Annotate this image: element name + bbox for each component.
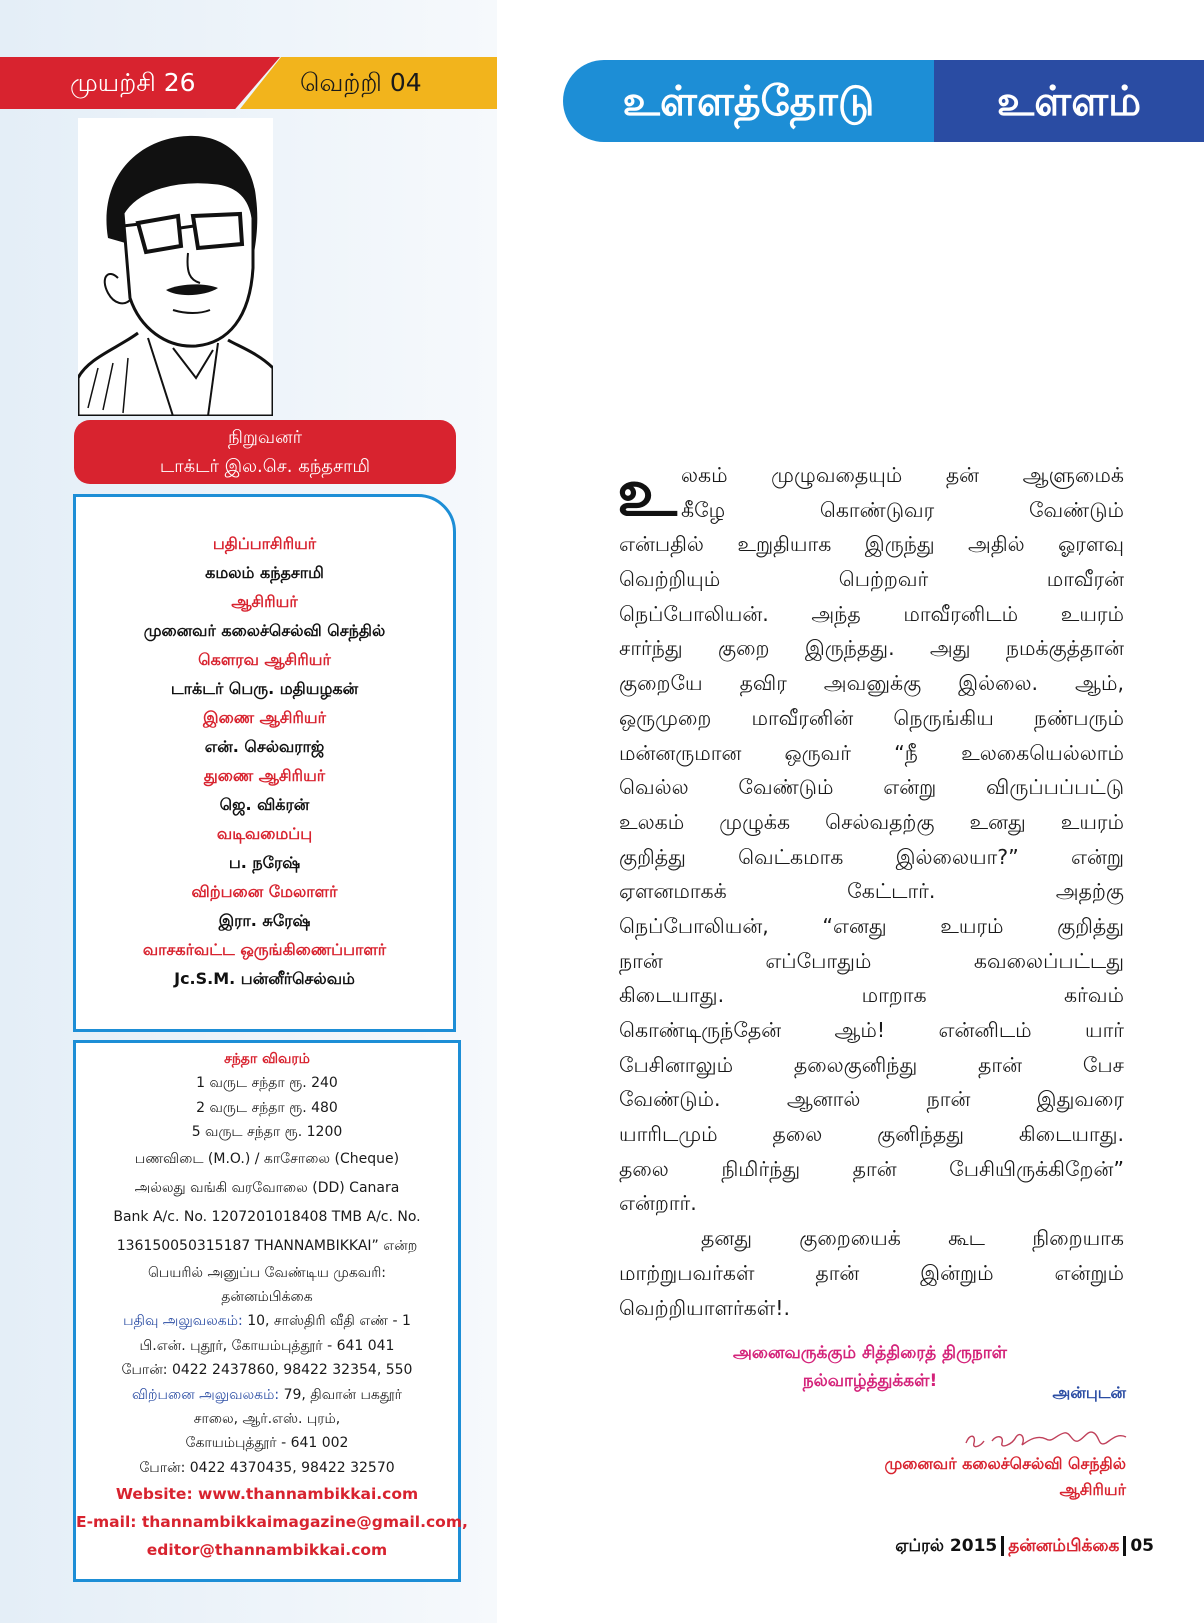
article-line: தனது குறையைக் கூட நிறையாக bbox=[701, 1226, 1124, 1251]
staff-role: பதிப்பாசிரியர் bbox=[212, 534, 317, 553]
article-line: குறித்து வெட்கமாக இல்லையா?” என்று bbox=[619, 844, 1124, 869]
article-line: தலை நிமிர்ந்து தான் பேசியிருக்கிறேன்” bbox=[619, 1156, 1124, 1181]
founder-portrait bbox=[78, 118, 273, 416]
staff-name: Jc.S.M. பன்னீர்செல்வம் bbox=[174, 969, 355, 988]
staff-role: துணை ஆசிரியர் bbox=[203, 766, 326, 785]
article-line: வேண்டும். ஆனால் நான் இதுவரை bbox=[619, 1087, 1124, 1112]
staff-role: வடிவமைப்பு bbox=[216, 824, 313, 843]
sales-office-address: 79, திவான் பகதூர் bbox=[279, 1386, 402, 1403]
founder-name: டாக்டர் இல.செ. கந்தசாமி bbox=[159, 456, 371, 477]
sales-office-address: சாலை, ஆர்.எஸ். புரம், bbox=[193, 1410, 341, 1427]
staff-name: என். செல்வராஜ் bbox=[204, 737, 325, 756]
staff-name: கமலம் கந்தசாமி bbox=[205, 563, 324, 582]
page-footer bbox=[895, 1536, 1154, 1558]
attempt-label: முயற்சி 26 bbox=[70, 68, 196, 97]
founder-role: நிறுவனர் bbox=[227, 427, 303, 448]
subscription-rate: 5 வருட சந்தா ரூ. 1200 bbox=[191, 1124, 343, 1141]
issue-date: ஏப்ரல் 2015 bbox=[895, 1536, 998, 1556]
footer-divider bbox=[1123, 1536, 1126, 1556]
subscription-title: சந்தா விவரம் bbox=[224, 1051, 310, 1067]
staff-box bbox=[73, 494, 456, 1032]
article-line: என்றார். bbox=[619, 1191, 697, 1216]
article-line: கீழே கொண்டுவர வேண்டும் bbox=[681, 497, 1124, 522]
article-line: நெப்போலியன். அந்த மாவீரனிடம் உயரம் bbox=[619, 601, 1124, 626]
article-dropcap: உ bbox=[617, 454, 677, 531]
article-line: குறையே தவிர அவனுக்கு இல்லை. ஆம், bbox=[619, 671, 1124, 696]
staff-name: ப. நரேஷ் bbox=[228, 853, 301, 872]
subscription-rate: 1 வருட சந்தா ரூ. 240 bbox=[196, 1075, 338, 1092]
closing-text: அன்புடன் bbox=[1052, 1383, 1126, 1402]
article-line: மன்னருமான ஒருவர் “நீ உலகையெல்லாம் bbox=[619, 740, 1124, 765]
article-line: என்பதில் உறுதியாக இருந்து அதில் ஓரளவு bbox=[619, 532, 1124, 557]
article-line: நான் எப்போதும் கவலைப்பட்டது bbox=[619, 948, 1124, 973]
editor-signature bbox=[960, 1423, 1132, 1453]
article-line: வெல்ல வேண்டும் என்று விருப்பப்பட்டு bbox=[619, 775, 1124, 800]
article-line: மாற்றுபவர்கள் தான் இன்றும் என்றும் bbox=[619, 1260, 1124, 1285]
success-label: வெற்றி 04 bbox=[300, 68, 422, 97]
magazine-name: தன்னம்பிக்கை bbox=[221, 1288, 313, 1305]
article-line: உலகம் முழுக்க செல்வதற்கு உனது உயரம் bbox=[619, 809, 1124, 834]
registered-office-address: பி.என். புதூர், கோயம்புத்தூர் - 641 041 bbox=[139, 1337, 395, 1354]
payment-text: Bank A/c. No. 1207201018408 TMB A/c. No. bbox=[113, 1208, 421, 1225]
sales-office-address: கோயம்புத்தூர் - 641 002 bbox=[185, 1435, 349, 1452]
staff-role: ஆசிரியர் bbox=[231, 592, 298, 611]
staff-role: விற்பனை மேலாளர் bbox=[191, 882, 338, 901]
payment-text: பெயரில் அனுப்ப வேண்டிய முகவரி: bbox=[148, 1264, 386, 1281]
staff-role: வாசகர்வட்ட ஒருங்கிணைப்பாளர் bbox=[142, 940, 387, 959]
email-link[interactable]: editor@thannambikkai.com bbox=[146, 1541, 388, 1560]
signer-role: ஆசிரியர் bbox=[1059, 1480, 1126, 1499]
article-line: ஏளனமாகக் கேட்டார். அதற்கு bbox=[619, 879, 1124, 904]
website-link[interactable]: Website: www.thannambikkai.com bbox=[115, 1485, 419, 1504]
founder-label bbox=[74, 420, 456, 484]
header-title-right: உள்ளம் bbox=[934, 60, 1204, 142]
staff-name: முனைவர் கலைச்செல்வி செந்தில் bbox=[143, 621, 386, 640]
article-line: லகம் முழுவதையும் தன் ஆளுமைக் bbox=[681, 463, 1124, 487]
registered-office-address: 10, சாஸ்திரி வீதி எண் - 1 bbox=[242, 1313, 411, 1330]
article-line: வெற்றியாளர்கள்!. bbox=[619, 1295, 791, 1320]
header-title-left: உள்ளத்தோடு bbox=[563, 60, 934, 142]
greeting-line: நல்வாழ்த்துக்கள்! bbox=[802, 1371, 938, 1391]
payment-text: அல்லது வங்கி வரவோலை (DD) Canara bbox=[134, 1179, 400, 1196]
staff-role: இணை ஆசிரியர் bbox=[203, 708, 326, 727]
article-line: கிடையாது. மாறாக கர்வம் bbox=[619, 983, 1124, 1008]
article-line: ஒருமுறை மாவீரனின் நெருங்கிய நண்பரும் bbox=[619, 705, 1124, 730]
article-line: யாரிடமும் தலை குனிந்தது கிடையாது. bbox=[619, 1122, 1124, 1147]
registered-office-label: பதிவு அலுவலகம்: bbox=[123, 1313, 243, 1330]
email-link[interactable]: E-mail: thannambikkaimagazine@gmail.com, bbox=[76, 1513, 468, 1532]
article-line: நெப்போலியன், “எனது உயரம் குறித்து bbox=[619, 913, 1124, 938]
sales-office-label: விற்பனை அலுவலகம்: bbox=[132, 1386, 280, 1403]
payment-text: 136150050315187 THANNAMBIKKAI” என்ற bbox=[116, 1237, 418, 1254]
article-line: பேசினாலும் தலைகுனிந்து தான் பேச bbox=[619, 1052, 1124, 1077]
staff-name: இரா. சுரேஷ் bbox=[218, 911, 311, 930]
subscription-rate: 2 வருட சந்தா ரூ. 480 bbox=[196, 1099, 338, 1116]
signer-name: முனைவர் கலைச்செல்வி செந்தில் bbox=[884, 1454, 1126, 1473]
article-line: வெற்றியும் பெற்றவர் மாவீரன் bbox=[619, 567, 1124, 592]
footer-magazine-name: தன்னம்பிக்கை bbox=[1008, 1536, 1120, 1556]
signer-block bbox=[884, 1451, 1126, 1503]
staff-list bbox=[76, 529, 453, 993]
staff-role: கௌரவ ஆசிரியர் bbox=[198, 650, 331, 669]
footer-divider bbox=[1001, 1536, 1004, 1556]
registered-office-phone: போன்: 0422 2437860, 98422 32354, 550 bbox=[121, 1362, 413, 1379]
staff-name: ஜெ. விக்ரன் bbox=[219, 795, 310, 814]
page-number: 05 bbox=[1130, 1536, 1154, 1556]
greeting-line: அனைவருக்கும் சித்திரைத் திருநாள் bbox=[733, 1343, 1007, 1363]
subscription-box bbox=[73, 1040, 468, 1582]
sales-office-phone: போன்: 0422 4370435, 98422 32570 bbox=[139, 1459, 395, 1476]
article-line: சார்ந்து குறை இருந்தது. அது நமக்குத்தான் bbox=[619, 636, 1124, 661]
article-body bbox=[617, 454, 1124, 1325]
article-line: கொண்டிருந்தேன் ஆம்! என்னிடம் யார் bbox=[619, 1018, 1124, 1042]
payment-text: பணவிடை (M.O.) / காசோலை (Cheque) bbox=[134, 1150, 400, 1167]
staff-name: டாக்டர் பெரு. மதியழகன் bbox=[170, 679, 359, 698]
